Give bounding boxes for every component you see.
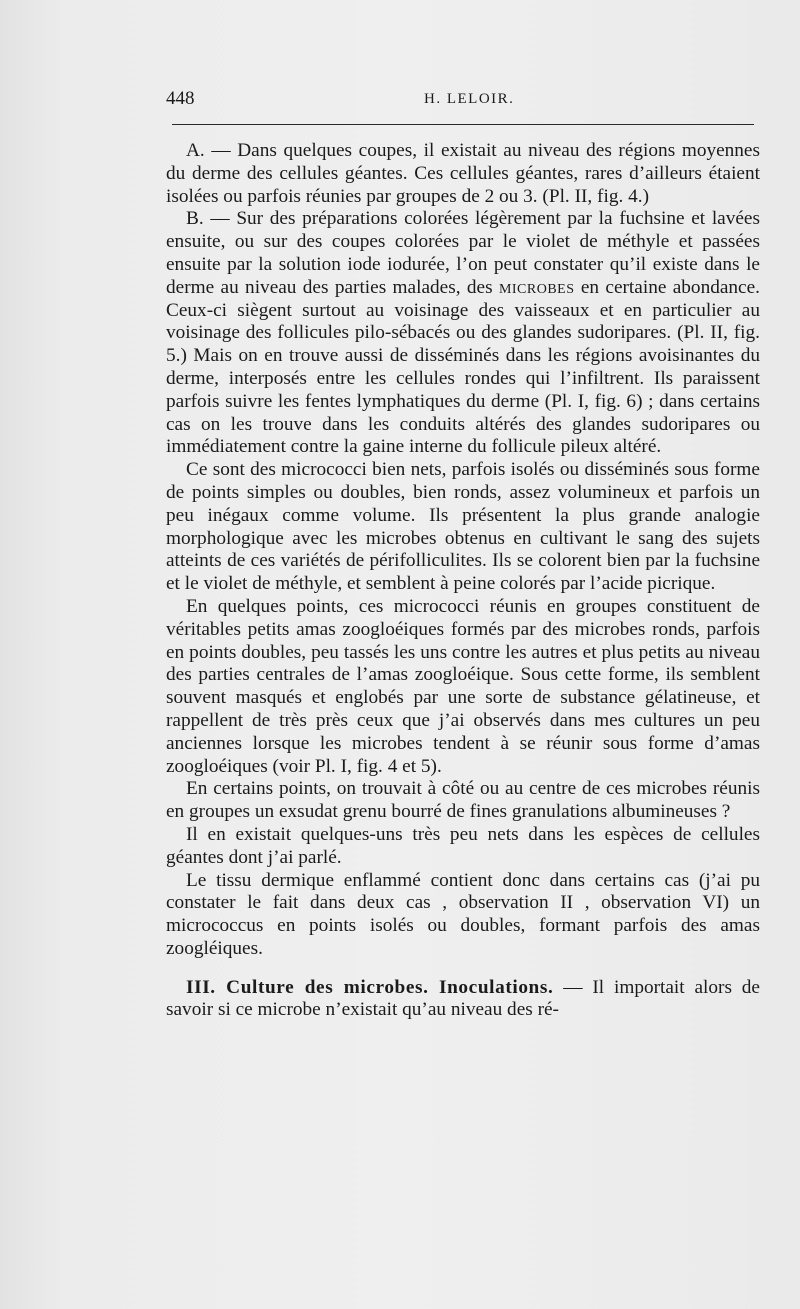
paragraph: En quelques points, ces micrococci réunis en groupes constituent de véritables petits amas zoogloéiques formés par des microbes ronds, parfois en points doubles, peu tassés les uns contre les autres et plus petits au niveau des parties centrales de l’amas zoogloéique. Sous cette forme, ils semblent souvent masqués et englobés par une sorte de substance gélatineuse, et rappellent de très près ceux que j’ai observés dans mes cultures un peu anciennes lorsque les microbes tendent à se réunir sous forme d’amas zoogloéiques (voir Pl. I, fig. 4 et 5).	[166, 595, 760, 777]
paragraph: Le tissu dermique enflammé contient donc dans certains cas (j’ai pu constater le fait dans deux cas , observation II , observation VI) un micrococcus en points isolés ou doubles, formant parfois des amas zoogléiques.	[166, 869, 760, 959]
header-rule	[172, 124, 754, 125]
paragraph: A. — Dans quelques coupes, il existait au niveau des régions moyennes du derme des cellules géantes. Ces cellules géantes, rares d’ailleurs étaient isolées ou parfois réunies par groupes de 2 ou 3. (Pl. II, fig. 4.)	[166, 140, 760, 207]
page-number: 448	[166, 88, 195, 109]
paragraph: Il en existait quelques-uns très peu nets dans les espèces de cellules géantes dont j’ai parlé.	[166, 823, 760, 868]
smallcaps-term: microbes	[498, 276, 575, 298]
section-heading: III. Culture des microbes. Inoculations.	[186, 976, 554, 998]
paragraph: B. — Sur des préparations colorées légèrement par la fuchsine et lavées ensuite, ou sur des coupes colorées par le violet de méthyle et passées ensuite par la solution iode iodurée, l’on peut constater qu’il existe dans le derme au niveau des parties malades, des microbes en certaine abondance. Ceux-ci siègent surtout au voisinage des vaisseaux et en particulier au voisinage des follicules pilo-sébacés ou des glandes sudoripares. (Pl. II, fig. 5.) Mais on en trouve aussi de disséminés dans les régions avoisinantes du derme, interposés entre les cellules rondes qui l’infiltrent. Ils paraissent parfois suivre les fentes lymphatiques du derme (Pl. I, fig. 6) ; dans certains cas on les trouve dans les conduits altérés des glandes sudoripares ou immédiatement contre la gaine interne du follicule pileux altéré.	[166, 208, 760, 458]
paragraph: Ce sont des micrococci bien nets, parfois isolés ou disséminés sous forme de points simples ou doubles, bien ronds, assez volumineux et parfois un peu inégaux comme volume. Ils présentent la plus grande analogie morphologique avec les microbes obtenus en cultivant le sang des sujets atteints de ces variétés de périfolliculites. Ils se colorent bien par la fuchsine et le violet de méthyle, et semblent à peine colorés par l’acide picrique.	[166, 459, 760, 595]
running-head: H. LELOIR.	[424, 91, 515, 107]
page-header	[166, 88, 760, 112]
paragraph: En certains points, on trouvait à côté ou au centre de ces microbes réunis en groupes un exsudat grenu bourré de fines granulations albumineuses ?	[166, 778, 760, 823]
section-paragraph: III. Culture des microbes. Inoculations. — Il importait alors de savoir si ce microbe n’existait qu’au niveau des ré-	[166, 976, 760, 1021]
body-text	[166, 140, 760, 1022]
